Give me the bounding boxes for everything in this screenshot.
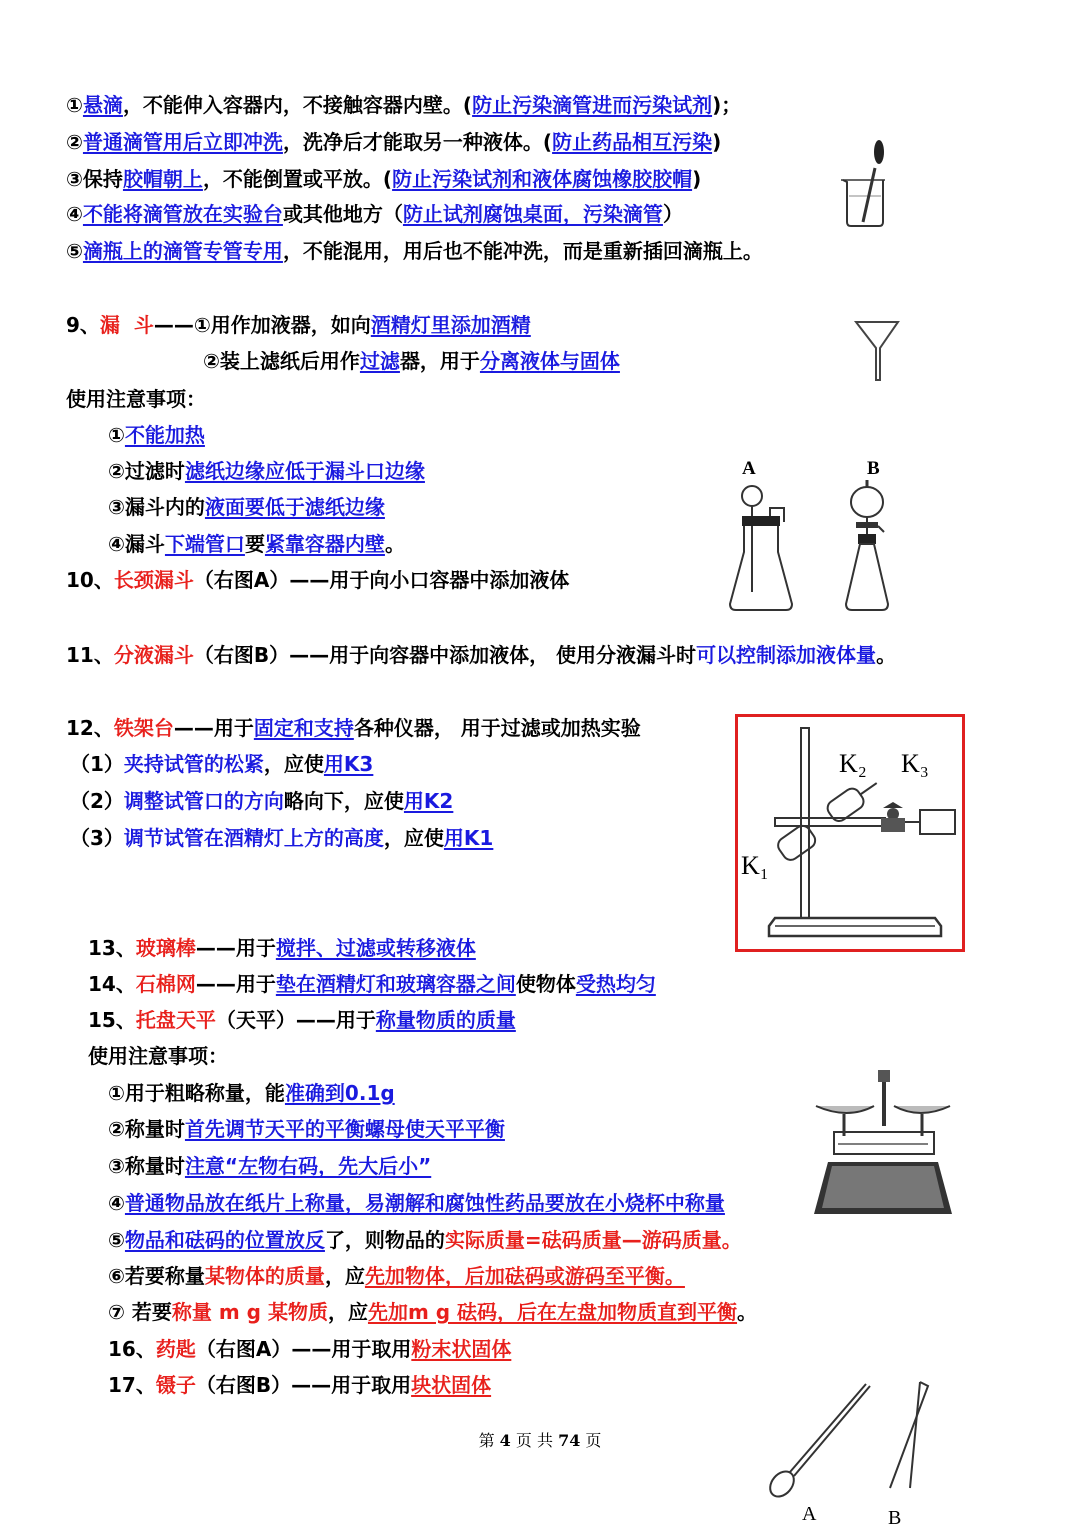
balance-note-2: ②称量时首先调节天平的平衡螺母使天平平衡 bbox=[108, 1117, 505, 1141]
item-12-sub-3: （3）调节试管在酒精灯上方的高度，应使用K1 bbox=[70, 826, 494, 850]
long-neck-funnel-flask bbox=[730, 486, 792, 610]
funnel-note-2: ②过滤时滤纸边缘应低于漏斗口边缘 bbox=[108, 459, 425, 483]
spoon-tweezers-figure bbox=[760, 1378, 940, 1524]
dropper-note-2: ②普通滴管用后立即冲洗，洗净后才能取另一种液体。(防止药品相互污染) bbox=[66, 130, 722, 154]
funnel-note-1: ①不能加热 bbox=[108, 423, 205, 447]
tool-label-b: B bbox=[888, 1507, 902, 1524]
balance-note-3: ③称量时注意“左物右码，先大后小” bbox=[108, 1154, 432, 1178]
item-12-sub-2: （2）调整试管口的方向略向下，应使用K2 bbox=[70, 789, 454, 813]
tool-label-a: A bbox=[802, 1503, 817, 1524]
balance-figure bbox=[808, 1066, 958, 1218]
item-11: 11、分液漏斗（右图B）——用于向容器中添加液体， 使用分液漏斗时可以控制添加液体量。 bbox=[66, 643, 897, 667]
page-number-footer: 第 4 页 共 74 页 bbox=[478, 1431, 602, 1450]
funnel-use-2: ②装上滤纸后用作过滤器，用于分离液体与固体 bbox=[203, 349, 620, 373]
iron-stand-figure bbox=[735, 714, 965, 952]
balance-note-1: ①用于粗略称量，能准确到0.1g bbox=[108, 1081, 395, 1105]
item-15-heading: 15、托盘天平（天平）——用于称量物质的质量 bbox=[88, 1008, 516, 1032]
stand-label-k3: K₃ bbox=[901, 749, 929, 778]
funnel-heading: 9、漏 斗——①用作加液器，如向酒精灯里添加酒精 bbox=[66, 313, 531, 337]
dropper-beaker-figure bbox=[835, 138, 895, 230]
balance-note-7: ⑦ 若要称量 m g 某物质，应先加m g 砝码，后在左盘加物质直到平衡。 bbox=[108, 1300, 758, 1324]
funnel-note-3: ③漏斗内的液面要低于滤纸边缘 bbox=[108, 495, 385, 519]
balance-note-4: ④普通物品放在纸片上称量，易潮解和腐蚀性药品要放在小烧杯中称量 bbox=[108, 1191, 725, 1215]
item-12-heading: 12、铁架台——用于固定和支持各种仪器， 用于过滤或加热实验 bbox=[66, 716, 641, 740]
item-10: 10、长颈漏斗（右图A）——用于向小口容器中添加液体 bbox=[66, 568, 570, 592]
dropper-note-3: ③保持胶帽朝上，不能倒置或平放。(防止污染试剂和液体腐蚀橡胶胶帽) bbox=[66, 167, 702, 191]
dropper-note-4: ④不能将滴管放在实验台或其他地方（防止试剂腐蚀桌面，污染滴管） bbox=[66, 202, 683, 226]
item-16: 16、药匙（右图A）——用于取用粉末状固体 bbox=[108, 1337, 512, 1361]
balance-note-5: ⑤物品和砝码的位置放反了，则物品的实际质量=砝码质量—游码质量。 bbox=[108, 1228, 742, 1252]
item-15-notes-title: 使用注意事项： bbox=[88, 1044, 228, 1068]
funnel-figure bbox=[852, 318, 902, 382]
balance-note-6: ⑥若要称量某物体的质量，应先加物体，后加砝码或游码至平衡。 bbox=[108, 1264, 685, 1288]
flask-label-b: B bbox=[867, 458, 880, 479]
item-12-sub-1: （1）夹持试管的松紧，应使用K3 bbox=[70, 752, 374, 776]
funnel-flask-figure bbox=[722, 452, 912, 618]
item-17: 17、镊子（右图B）——用于取用块状固体 bbox=[108, 1373, 492, 1397]
stand-label-k1: K₁ bbox=[741, 851, 769, 880]
funnel-notes-title: 使用注意事项： bbox=[66, 387, 206, 411]
item-14: 14、石棉网——用于垫在酒精灯和玻璃容器之间使物体受热均匀 bbox=[88, 972, 656, 996]
separatory-funnel-flask bbox=[846, 480, 888, 610]
item-13: 13、玻璃棒——用于搅拌、过滤或转移液体 bbox=[88, 936, 476, 960]
stand-label-k2: K₂ bbox=[839, 749, 867, 778]
dropper-note-5: ⑤滴瓶上的滴管专管专用，不能混用，用后也不能冲洗，而是重新插回滴瓶上。 bbox=[66, 239, 763, 263]
dropper-note-1: ①悬滴，不能伸入容器内，不接触容器内壁。(防止污染滴管进而污染试剂)； bbox=[66, 93, 742, 117]
funnel-note-4: ④漏斗下端管口要紧靠容器内壁。 bbox=[108, 532, 405, 556]
flask-label-a: A bbox=[742, 458, 756, 479]
